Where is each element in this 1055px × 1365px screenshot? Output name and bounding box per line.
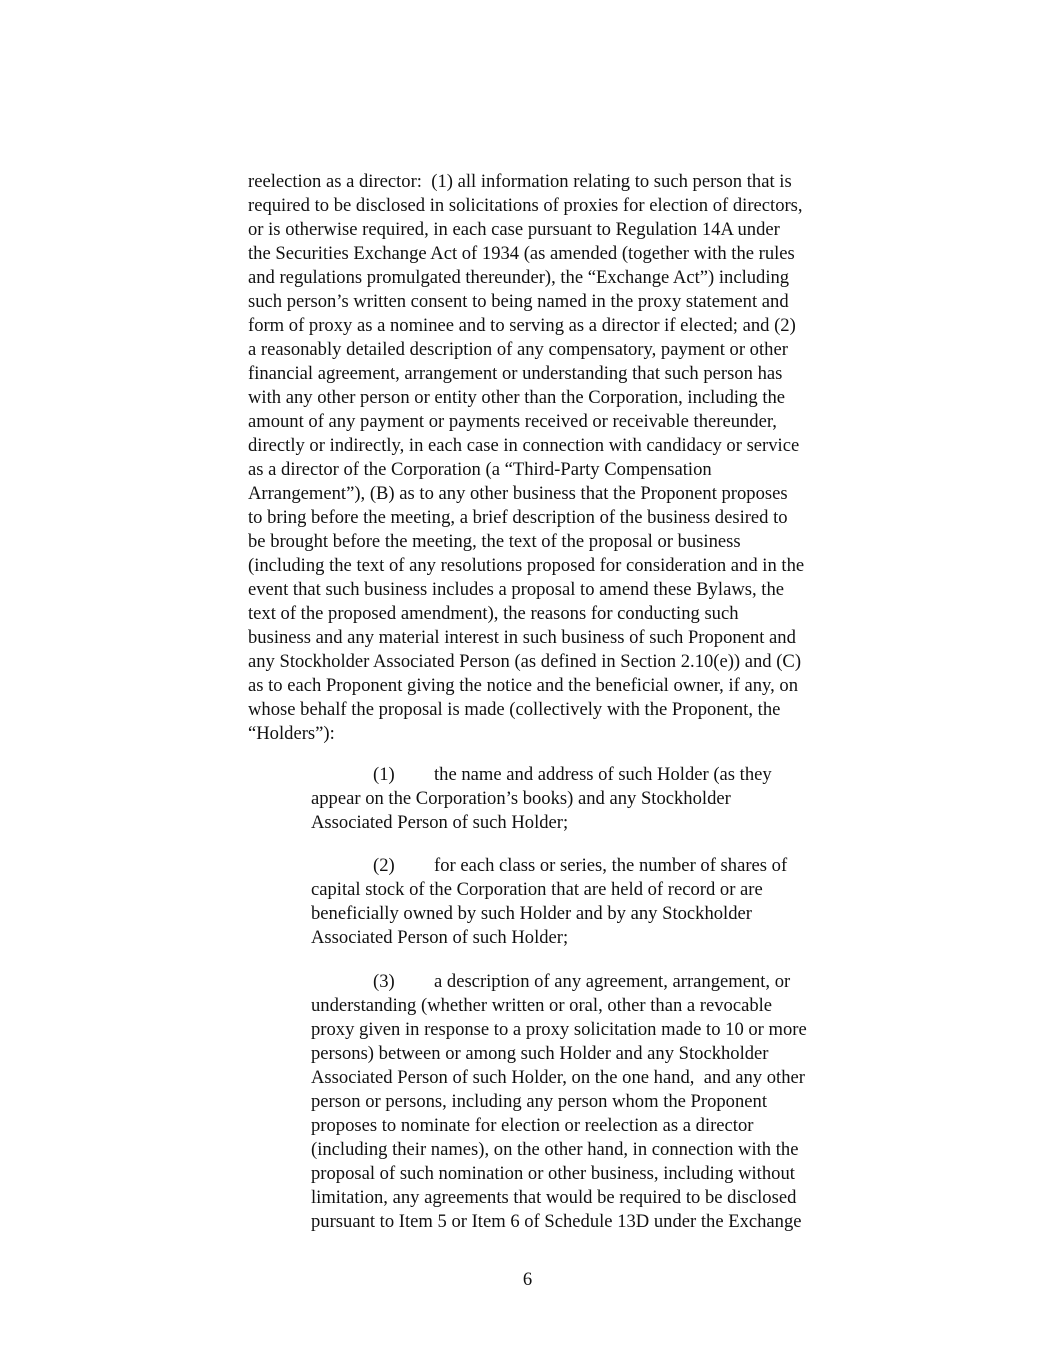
item-line: pursuant to Item 5 or Item 6 of Schedule 13D under the Exchange <box>311 1211 802 1232</box>
item-number: (1) <box>373 764 395 785</box>
paragraph-line: and regulations promulgated thereunder), the “Exchange Act”) including <box>248 267 790 288</box>
paragraph-line: with any other person or entity other than the Corporation, including the <box>248 387 786 408</box>
item-line: appear on the Corporation’s books) and any Stockholder <box>311 788 731 809</box>
paragraph-line: or is otherwise required, in each case pursuant to Regulation 14A under <box>248 219 780 240</box>
item-line: understanding (whether written or oral, other than a revocable <box>311 995 773 1016</box>
item-line: person or persons, including any person whom the Proponent <box>311 1091 767 1112</box>
paragraph-line: amount of any payment or payments received or receivable thereunder, <box>248 411 777 432</box>
paragraph-line: such person’s written consent to being named in the proxy statement and <box>248 291 789 312</box>
paragraph-line: business and any material interest in such business of such Proponent and <box>248 627 796 648</box>
paragraph-line: “Holders”): <box>248 723 335 744</box>
page-number: 6 <box>522 1269 533 1290</box>
item-line: persons) between or among such Holder and any Stockholder <box>311 1043 769 1064</box>
item-first-line: for each class or series, the number of shares of <box>434 855 788 876</box>
item-first-line: a description of any agreement, arrangement, or <box>434 971 791 992</box>
item-line: proposes to nominate for election or reelection as a director <box>311 1115 754 1136</box>
paragraph-line: as a director of the Corporation (a “Third-Party Compensation <box>248 459 712 480</box>
item-line: capital stock of the Corporation that are held of record or are <box>311 879 763 900</box>
paragraph-line: the Securities Exchange Act of 1934 (as amended (together with the rules <box>248 243 795 264</box>
paragraph-line: Arrangement”), (B) as to any other business that the Proponent proposes <box>248 483 788 504</box>
paragraph-line: a reasonably detailed description of any compensatory, payment or other <box>248 339 788 360</box>
item-line: beneficially owned by such Holder and by any Stockholder <box>311 903 752 924</box>
paragraph-line: any Stockholder Associated Person (as defined in Section 2.10(e)) and (C) <box>248 651 802 672</box>
paragraph-line: required to be disclosed in solicitations of proxies for election of directors, <box>248 195 803 216</box>
paragraph-line: to bring before the meeting, a brief description of the business desired to <box>248 507 788 528</box>
paragraph-line: event that such business includes a proposal to amend these Bylaws, the <box>248 579 785 600</box>
item-line: proposal of such nomination or other business, including without <box>311 1163 795 1184</box>
item-line: Associated Person of such Holder; <box>311 812 569 833</box>
paragraph-line: directly or indirectly, in each case in connection with candidacy or service <box>248 435 800 456</box>
item-line: Associated Person of such Holder, on the one hand, and any other <box>311 1067 805 1088</box>
paragraph-line: whose behalf the proposal is made (collectively with the Proponent, the <box>248 699 781 720</box>
item-line: proxy given in response to a proxy solicitation made to 10 or more <box>311 1019 807 1040</box>
paragraph-line: as to each Proponent giving the notice and the beneficial owner, if any, on <box>248 675 799 696</box>
item-line: (including their names), on the other hand, in connection with the <box>311 1139 799 1160</box>
paragraph-line: (including the text of any resolutions proposed for consideration and in the <box>248 555 805 576</box>
paragraph-line: financial agreement, arrangement or understanding that such person has <box>248 363 783 384</box>
item-number: (3) <box>373 971 395 992</box>
paragraph-line: be brought before the meeting, the text of the proposal or business <box>248 531 741 552</box>
item-number: (2) <box>373 855 395 876</box>
paragraph-line: reelection as a director: (1) all information relating to such person that is <box>248 171 792 192</box>
item-line: limitation, any agreements that would be required to be disclosed <box>311 1187 797 1208</box>
paragraph-line: text of the proposed amendment), the reasons for conducting such <box>248 603 739 624</box>
paragraph-line: form of proxy as a nominee and to serving as a director if elected; and (2) <box>248 315 796 336</box>
item-line: Associated Person of such Holder; <box>311 927 569 948</box>
item-first-line: the name and address of such Holder (as they <box>434 764 772 785</box>
